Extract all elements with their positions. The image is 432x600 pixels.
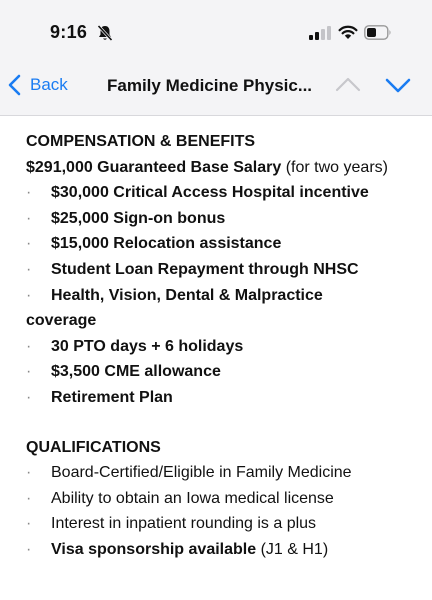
chevron-up-icon [334,74,362,96]
status-bar [0,0,432,60]
list-item [26,511,410,537]
bullet-dot: · [26,209,32,227]
qualifications-heading: QUALIFICATIONS [26,438,161,456]
list-item [26,537,410,563]
list-item [26,180,410,206]
cellular-signal-icon [309,26,331,40]
chevron-left-icon [6,73,24,97]
bullet-dot: · [26,337,32,355]
battery-icon [364,25,392,40]
salary-amount: $291,000 Guaranteed Base Salary [26,158,282,176]
navigation-bar [0,60,432,112]
list-item-text: $15,000 Relocation assistance [51,235,282,253]
list-item-text: $3,500 CME allowance [51,363,221,381]
salary-line [26,155,410,181]
back-label: Back [30,75,68,94]
list-item [26,385,410,411]
list-item-text: Health, Vision, Dental & Malpractice [51,286,323,304]
bullet-dot: · [26,184,32,202]
list-item-text: Student Loan Repayment through NHSC [51,260,359,278]
bullet-dot: · [26,540,32,558]
bullet-dot: · [26,489,32,507]
back-button[interactable] [6,70,68,100]
salary-note: (for two years) [281,158,388,176]
visa-types: (J1 & H1) [256,540,329,558]
list-item-text: $30,000 Critical Access Hospital incentive [51,184,369,202]
list-item-continuation: coverage [26,312,97,330]
bullet-dot: · [26,363,32,381]
list-item [26,486,410,512]
status-time: 9:16 [50,22,88,42]
wifi-icon [338,24,358,40]
list-item [26,231,410,257]
list-item-text: Ability to obtain an Iowa medical license [51,489,334,507]
list-item-text: Retirement Plan [51,388,173,406]
bullet-dot: · [26,464,32,482]
bullet-dot: · [26,235,32,253]
top-bar [0,0,432,116]
visa-sponsorship: Visa sponsorship available [51,540,257,558]
list-item [26,283,410,309]
bullet-dot: · [26,260,32,278]
section-spacer [26,411,410,435]
list-item [26,206,410,232]
page-title: Family Medicine Physic... [107,76,313,95]
message-body [0,116,432,600]
list-item [26,257,410,283]
bell-slash-icon [96,24,114,42]
list-item-text: Interest in inpatient rounding is a plus [51,515,317,533]
list-item [26,359,410,385]
chevron-down-icon[interactable] [384,74,412,96]
list-item [26,334,410,360]
bullet-dot: · [26,286,32,304]
compensation-heading: COMPENSATION & BENEFITS [26,133,256,150]
list-item-text: Board-Certified/Eligible in Family Medicine [51,464,352,482]
list-item-text: $25,000 Sign-on bonus [51,209,226,227]
bullet-dot: · [26,515,32,533]
list-item [26,460,410,486]
bullet-dot: · [26,388,32,406]
list-item-text: 30 PTO days + 6 holidays [51,337,244,355]
